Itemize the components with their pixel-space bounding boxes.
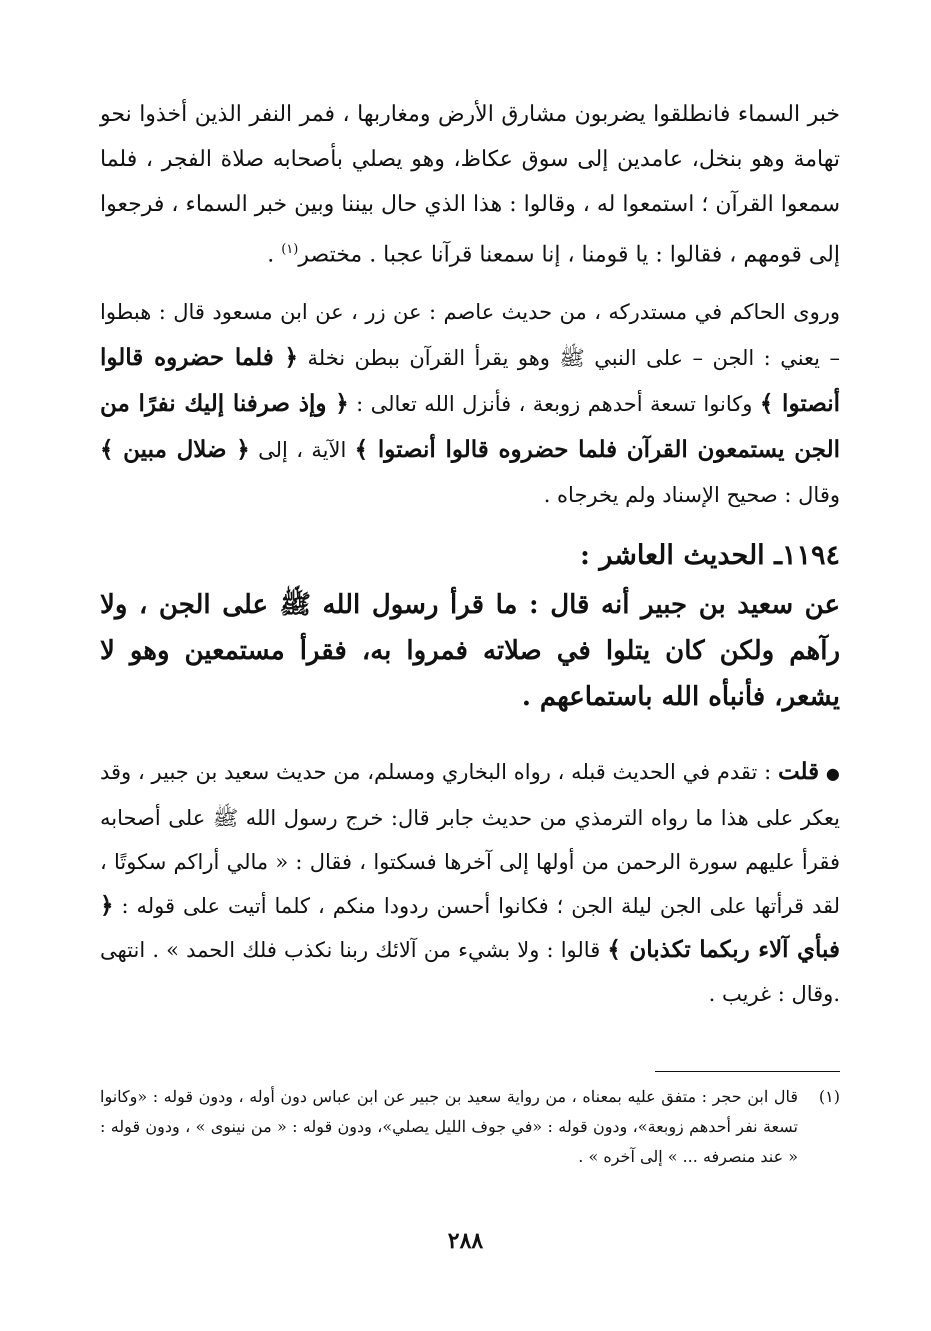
intro-text: خبر السماء فانطلقوا يضربون مشارق الأرض ومغاربها ، فمر النفر الذين أخذوا نحو تهامة وهو بنخل، عامدين إلى سوق عكاظ، وهو يصلي بأصحابه صلاة الفجر ، فلما سمعوا القرآن ؛ استمعوا له ، وقالوا : هذا الذي حال بيننا وبين خبر السماء ، فرجعوا إلى قومهم ، فقالوا : يا قومنا ، إنا سمعنا قرآنا عجبا . مختصر: [100, 102, 840, 268]
quran-quote-2: ﴿ وإذ صرفنا إليك نفرًا من الجن يستمعون القرآن فلما حضروه قالوا أنصتوا ﴾: [100, 390, 840, 463]
hadith-text: عن سعيد بن جبير أنه قال : ما قرأ رسول الله ﷺ على الجن ، ولا رآهم ولكن كان يتلوا في صلاته فمروا به، فقرأ مستمعين وهو لا يشعر، فأنبأه الله باستماعهم .: [100, 590, 840, 712]
hakim-paragraph: [100, 290, 840, 518]
comment-label: قلت: [777, 758, 820, 785]
intro-paragraph: [100, 92, 840, 277]
comment-paragraph: [100, 750, 840, 1016]
page-number: ٢٨٨: [447, 1228, 484, 1254]
quran-quote-3: ﴿ ضلال مبين ﴾: [100, 436, 250, 463]
footnotes: [100, 1082, 840, 1172]
hakim-text-4: وقال : صحيح الإسناد ولم يخرجاه .: [543, 483, 840, 507]
quran-quote-1: ﴿ فلما حضروه قالوا أنصتوا ﴾: [100, 344, 840, 417]
footnote-number: (١): [818, 1087, 840, 1106]
footnote-reference: (١): [281, 242, 299, 257]
quran-quote-4: ﴿ فبأي آلاء ربكما تكذبان ﴾: [100, 892, 840, 963]
hakim-text-2: وكانوا تسعة أحدهم زوبعة ، فأنزل الله تعالى :: [356, 392, 753, 416]
footnote-text: قال ابن حجر : متفق عليه بمعناه ، من رواية سعيد بن جبير عن ابن عباس دون أوله ، ودون قوله : «وكانوا تسعة نفر أحدهم زوبعة»، ودون قوله : «في جوف الليل يصلي»، ودون قوله : « من نينوى » ، ودون قوله : « عند منصرفه ... » إلى آخره » .: [100, 1087, 798, 1166]
comment-text-2: قالوا : ولا بشيء من آلائك ربنا نكذب فلك الحمد » . انتهى .وقال : غريب .: [100, 938, 840, 1006]
footnote-item: [100, 1082, 840, 1172]
footnote-separator: [655, 1071, 840, 1072]
hakim-text-3: الآية ، إلى: [258, 438, 347, 462]
comment-text-1: : تقدم في الحديث قبله ، رواه البخاري ومسلم، من حديث سعيد بن جبير ، وقد يعكر على هذا ما رواه الترمذي من حديث جابر قال: خرج رسول الله ﷺ على أصحابه فقرأ عليهم سورة الرحمن من أولها إلى آخرها فسكتوا ، فقال : « مالي أراكم سكوتًا ، لقد قرأتها على الجن ليلة الجن ؛ فكانوا أحسن ردودا منكم ، كلما أتيت على قوله :: [100, 760, 840, 918]
intro-end: .: [267, 242, 282, 268]
hakim-text-1: وروى الحاكم في مستدركه ، من حديث عاصم : عن زر ، عن ابن مسعود قال : هبطوا – يعني : الجن – على النبي ﷺ وهو يقرأ القرآن ببطن نخلة: [100, 300, 840, 370]
bullet-icon: ●: [825, 764, 840, 783]
hadith-title: ١١٩٤ـ الحديث العاشر :: [580, 540, 840, 571]
